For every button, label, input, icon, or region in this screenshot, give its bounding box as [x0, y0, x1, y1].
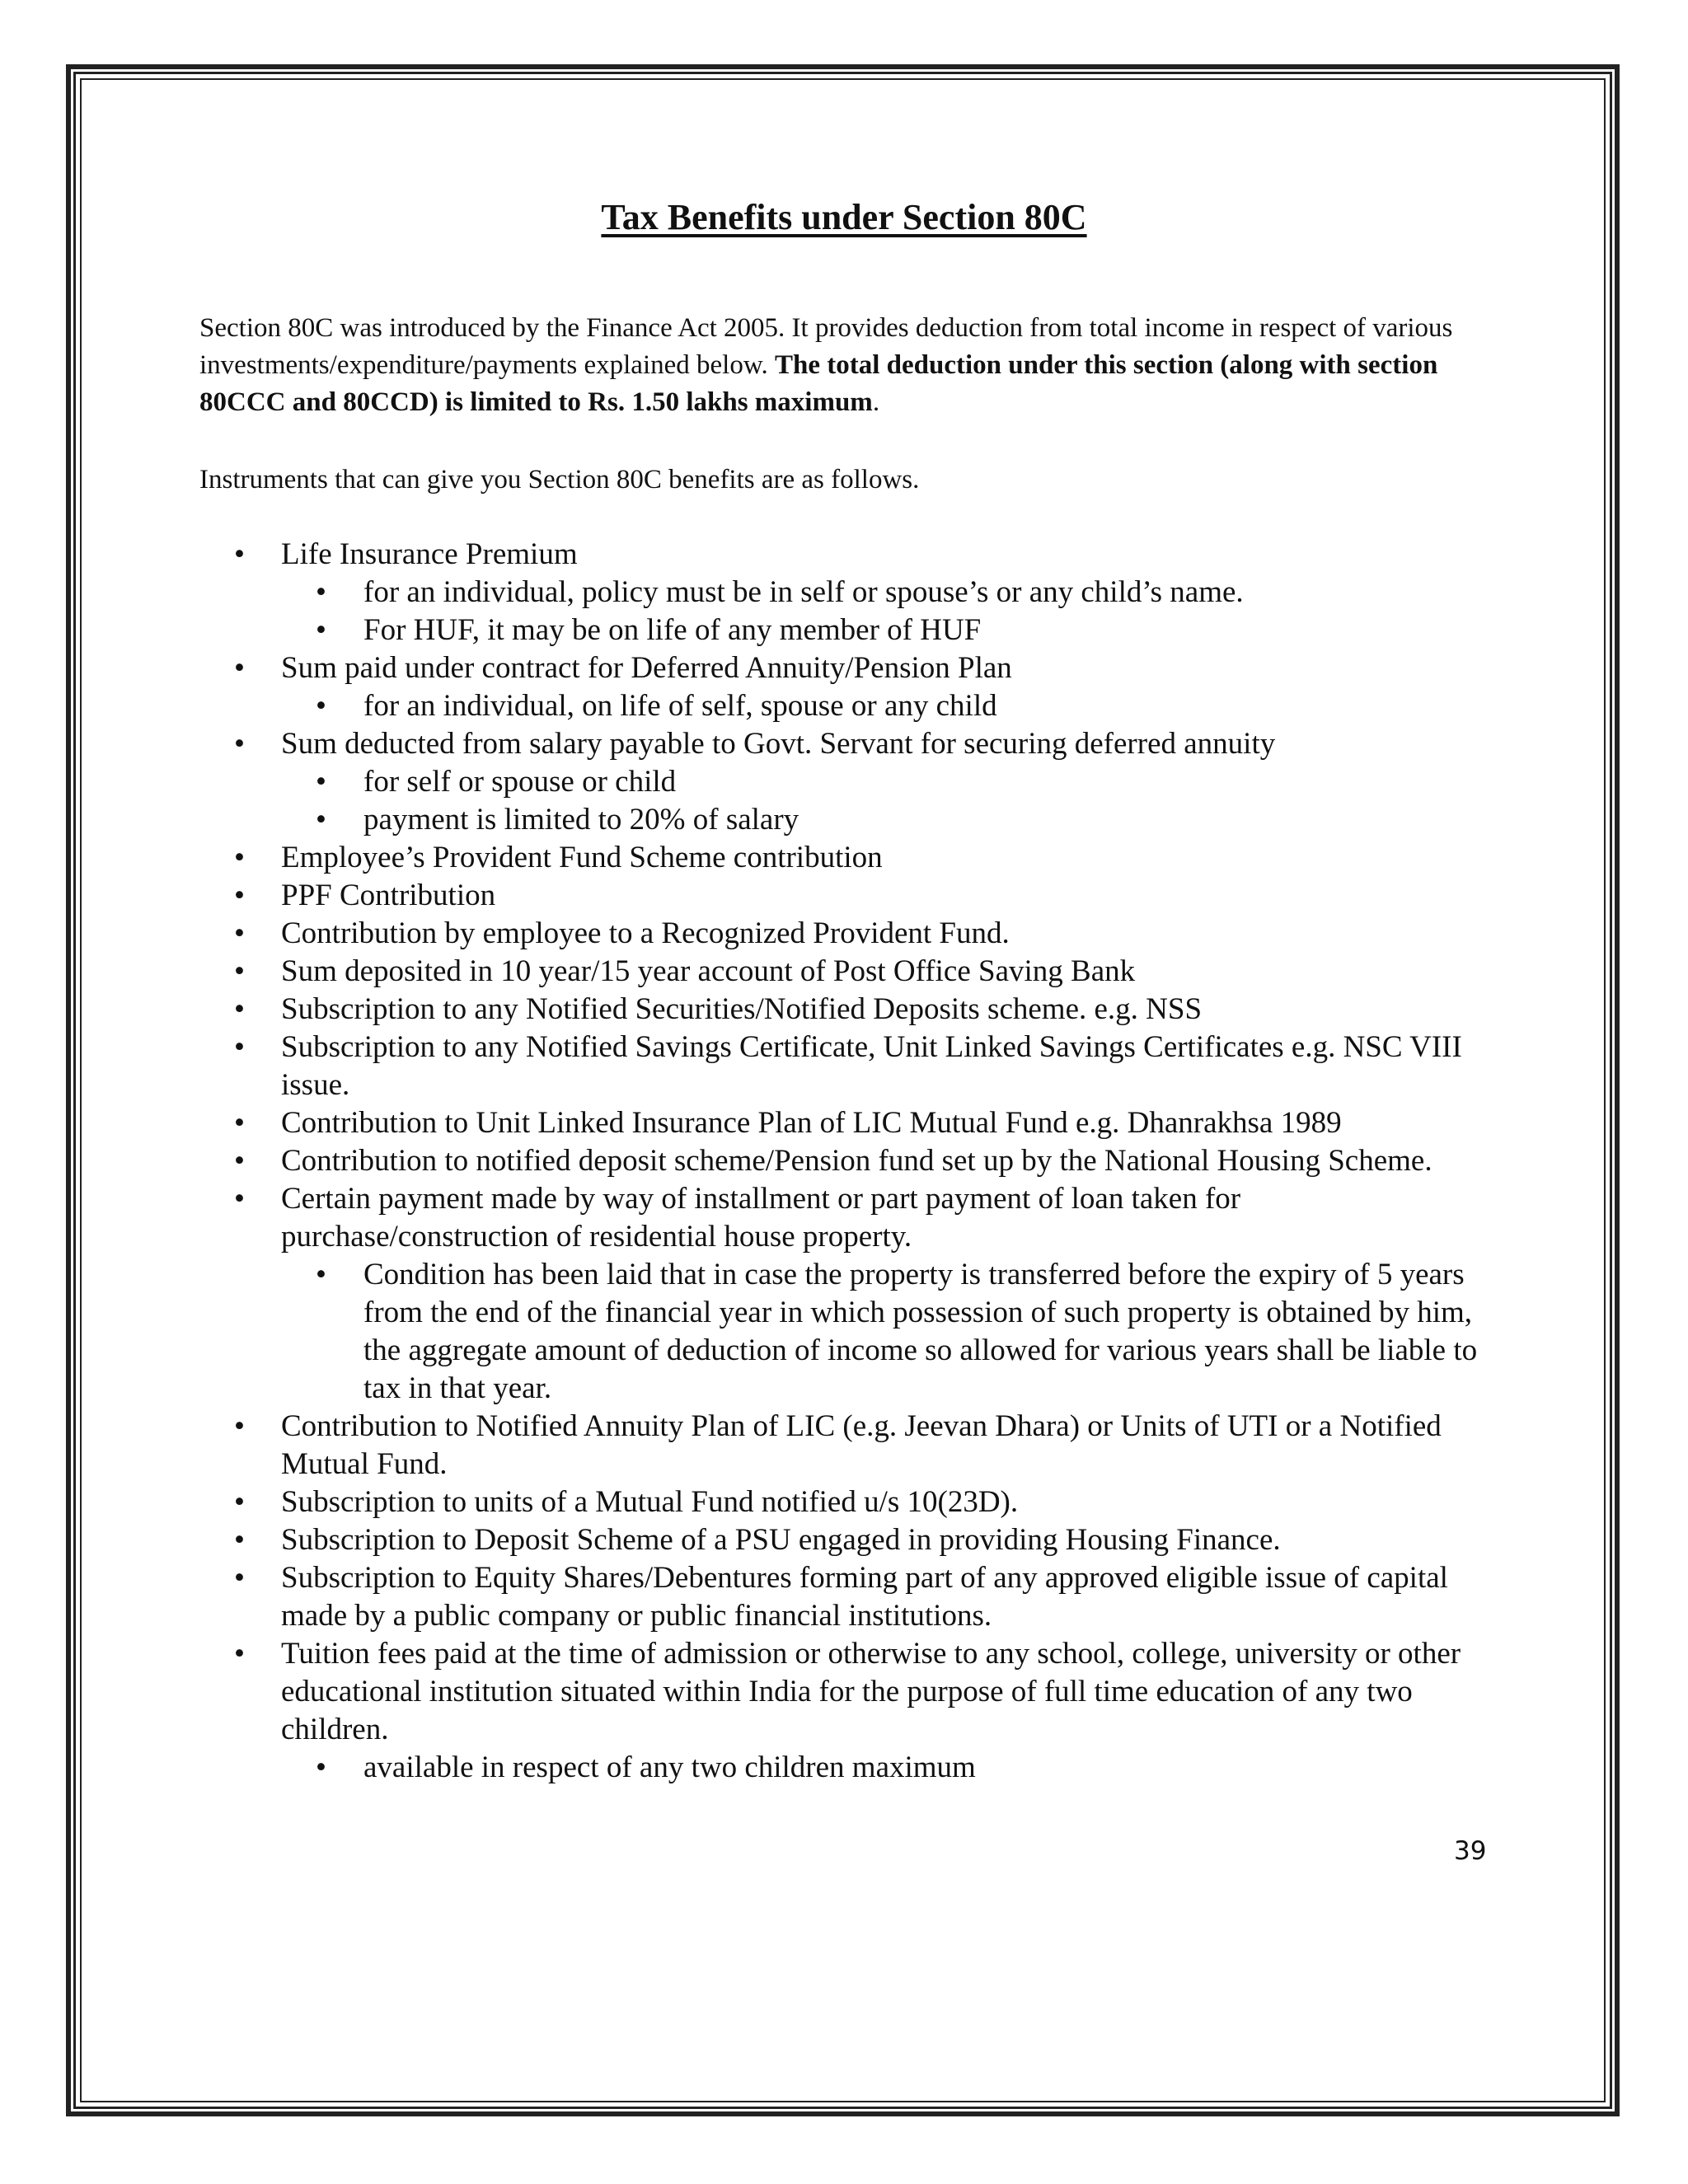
list-item-text: For HUF, it may be on life of any member of HUF	[363, 613, 982, 647]
list-item-text: payment is limited to 20% of salary	[363, 803, 799, 837]
bullet-icon: •	[316, 613, 326, 647]
list-item-text: for an individual, on life of self, spouse or any child	[363, 689, 997, 723]
list-item-text: Contribution to Unit Linked Insurance Plan of LIC Mutual Fund e.g. Dhanrakhsa 1989	[281, 1106, 1342, 1140]
list-item-text: available in respect of any two children maximum	[363, 1750, 976, 1784]
list-item-text: Sum deposited in 10 year/15 year account of Post Office Saving Bank	[281, 954, 1136, 988]
list-item-text: Subscription to units of a Mutual Fund notified u/s 10(23D).	[281, 1485, 1019, 1519]
list-item	[199, 1408, 1502, 1483]
list-item	[199, 1180, 1502, 1256]
sub-list-item	[199, 612, 1502, 649]
list-item	[199, 839, 1502, 877]
list-item	[199, 725, 1502, 763]
list-item-text: Contribution by employee to a Recognized Provident Fund.	[281, 916, 1010, 950]
sub-list-item	[199, 1256, 1502, 1408]
list-item-text: Certain payment made by way of installment or part payment of loan taken for purchase/construction of residential house property.	[281, 1182, 1241, 1254]
bullet-icon: •	[234, 537, 245, 571]
list-item-text: Subscription to any Notified Savings Certificate, Unit Linked Savings Certificates e.g. NSC VIII issue.	[281, 1030, 1462, 1102]
list-item-text: Tuition fees paid at the time of admission or otherwise to any school, college, university or other educational institution situated within India for the purpose of full time education of any two children.	[281, 1637, 1461, 1746]
bullet-icon: •	[316, 1258, 326, 1291]
list-item	[199, 1521, 1502, 1559]
sub-list-item	[199, 574, 1502, 612]
bullet-icon: •	[234, 1561, 245, 1595]
bullet-icon: •	[234, 954, 245, 988]
list-item-text: PPF Contribution	[281, 879, 496, 912]
intro-bold-text: The total deduction under this section (along with section 80CCC and 80CCD) is limited to Rs. 1.50 lakhs maximum	[199, 350, 1438, 417]
bullet-icon: •	[316, 1750, 326, 1784]
bullet-icon: •	[234, 651, 245, 685]
intro-period: .	[872, 387, 880, 417]
bullet-icon: •	[234, 1144, 245, 1178]
list-item-text: Condition has been laid that in case the property is transferred before the expiry of 5 years from the end of the financial year in which possession of such property is obtained by him, the aggregate amount of deduction of income so allowed for various years shall be liable to tax in that year.	[363, 1258, 1478, 1405]
list-item-text: Subscription to Deposit Scheme of a PSU engaged in providing Housing Finance.	[281, 1523, 1281, 1557]
bullet-icon: •	[316, 689, 326, 723]
bullet-icon: •	[234, 1030, 245, 1064]
list-item	[199, 1142, 1502, 1180]
bullet-icon: •	[234, 1637, 245, 1671]
sub-list-item	[199, 801, 1502, 839]
list-item	[199, 915, 1502, 953]
page-title: Tax Benefits under Section 80C	[601, 197, 1087, 237]
list-item-text: Sum paid under contract for Deferred Annuity/Pension Plan	[281, 651, 1012, 685]
bullet-icon: •	[234, 1523, 245, 1557]
list-item-text: Life Insurance Premium	[281, 537, 578, 571]
bullet-icon: •	[316, 765, 326, 799]
list-item-text: for an individual, policy must be in self or spouse’s or any child’s name.	[363, 575, 1244, 609]
bullet-icon: •	[234, 1106, 245, 1140]
list-item	[199, 1559, 1502, 1635]
intro-text: Section 80C was introduced by the Finance Act 2005. It provides deduction from total income in respect of various investments/expenditure/payments explained below.	[199, 313, 1453, 380]
list-item-text: Contribution to notified deposit scheme/Pension fund set up by the National Housing Scheme.	[281, 1144, 1432, 1178]
list-item-text: Contribution to Notified Annuity Plan of LIC (e.g. Jeevan Dhara) or Units of UTI or a Notified Mutual Fund.	[281, 1409, 1442, 1481]
sub-list-item	[199, 763, 1502, 801]
bullet-icon: •	[316, 803, 326, 837]
bullet-icon: •	[234, 1182, 245, 1216]
list-item	[199, 877, 1502, 915]
list-item-text: Sum deducted from salary payable to Govt. Servant for securing deferred annuity	[281, 727, 1276, 761]
bullet-icon: •	[234, 916, 245, 950]
list-item	[199, 1635, 1502, 1749]
bullet-icon: •	[234, 1409, 245, 1443]
bullet-icon: •	[234, 1485, 245, 1519]
instruments-lead: Instruments that can give you Section 80C benefits are as follows.	[199, 465, 920, 494]
list-item	[199, 1483, 1502, 1521]
bullet-icon: •	[234, 879, 245, 912]
list-item-text: Subscription to any Notified Securities/Notified Deposits scheme. e.g. NSS	[281, 992, 1203, 1026]
bullet-icon: •	[234, 841, 245, 874]
page-number: 39	[1454, 1836, 1487, 1866]
list-item-text: Employee’s Provident Fund Scheme contribution	[281, 841, 883, 874]
intro-paragraph	[199, 310, 1485, 421]
list-item	[199, 536, 1502, 574]
bullet-icon: •	[234, 992, 245, 1026]
bullet-icon: •	[316, 575, 326, 609]
list-item	[199, 1104, 1502, 1142]
bullet-icon: •	[234, 727, 245, 761]
instrument-list	[199, 536, 1502, 1787]
list-item-text: for self or spouse or child	[363, 765, 677, 799]
sub-list-item	[199, 1749, 1502, 1787]
list-item	[199, 991, 1502, 1029]
list-item	[199, 953, 1502, 991]
list-item	[199, 1029, 1502, 1104]
list-item-text: Subscription to Equity Shares/Debentures forming part of any approved eligible issue of capital made by a public company or public financial institutions.	[281, 1561, 1448, 1633]
list-item	[199, 649, 1502, 687]
sub-list-item	[199, 687, 1502, 725]
